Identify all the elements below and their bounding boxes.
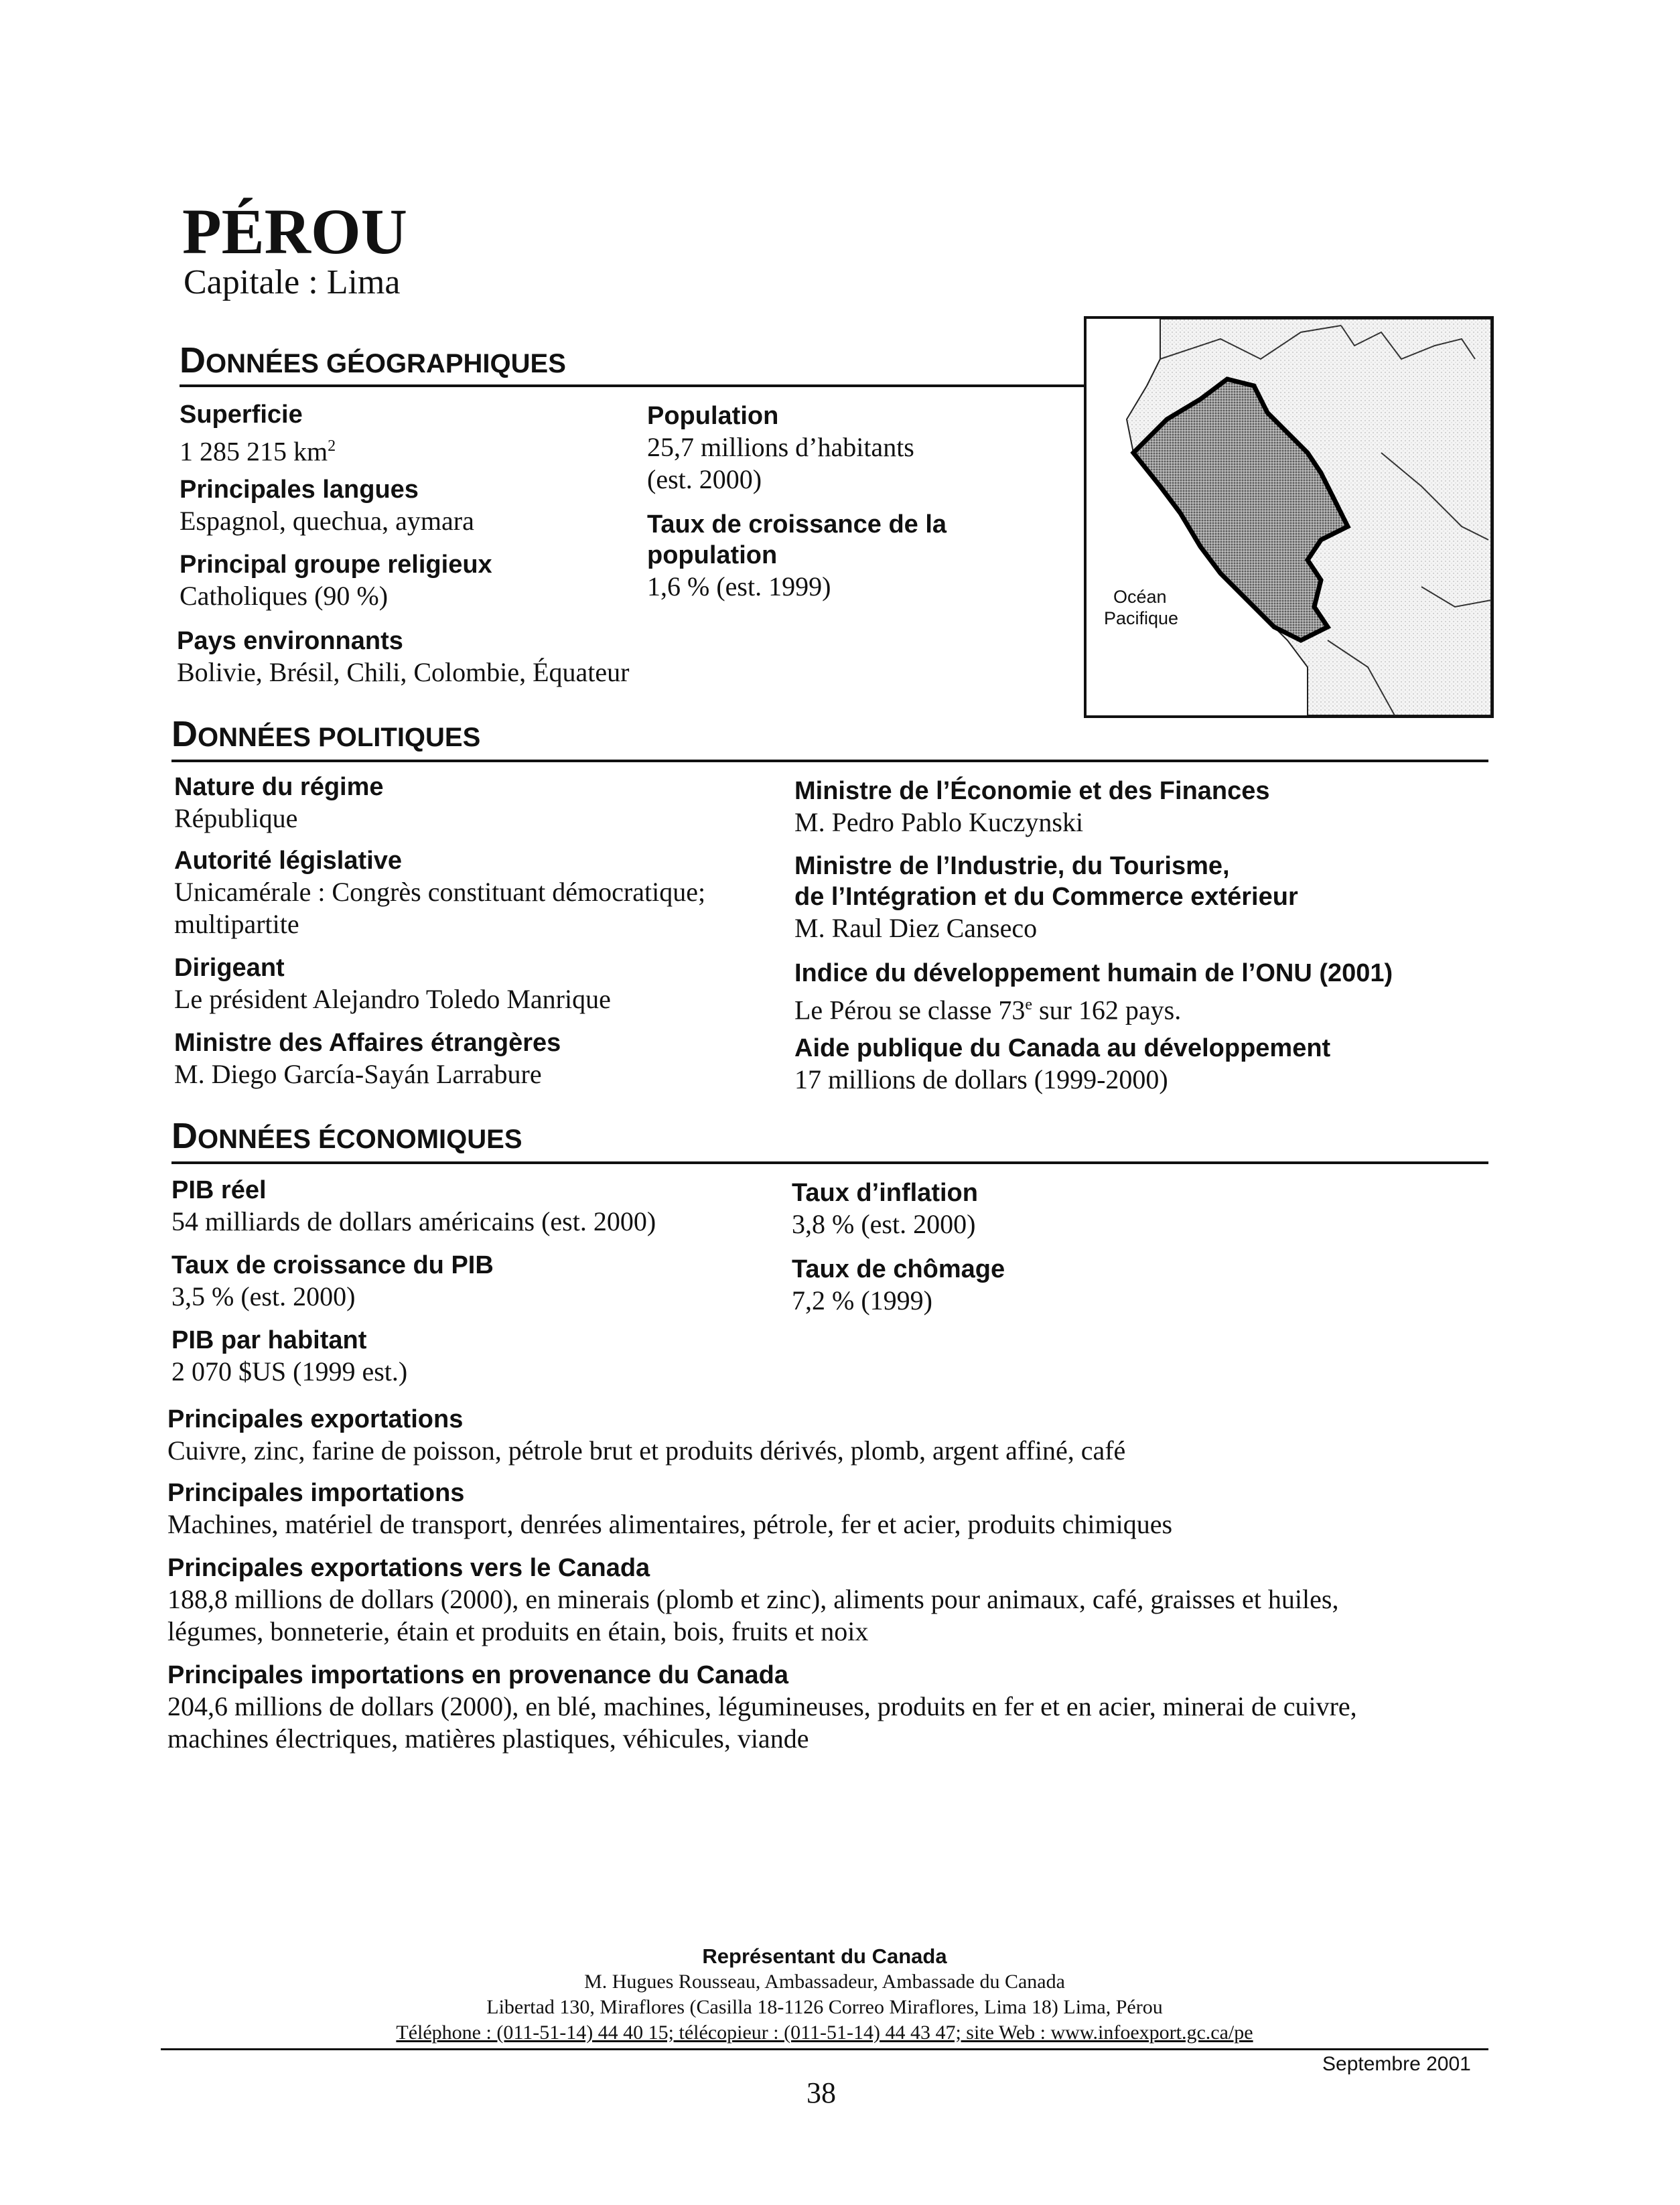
footer-line: M. Hugues Rousseau, Ambassadeur, Ambassade du Canada [584, 1971, 1065, 1993]
field-value: 1,6 % (est. 1999) [647, 571, 831, 601]
field-autorite [174, 845, 705, 940]
field-label: Autorité législative [174, 847, 402, 875]
field-value: M. Diego García-Sayán Larrabure [174, 1059, 542, 1089]
field-label: Taux de croissance de la [647, 510, 947, 539]
field-chomage [792, 1254, 1005, 1317]
field-importations-canada [167, 1660, 1357, 1755]
footer-title: Représentant du Canada [702, 1944, 947, 1968]
field-label: de l’Intégration et du Commerce extérieur [794, 883, 1298, 911]
section-rule-politics [171, 760, 1488, 762]
heading-rest: ONNÉES ÉCONOMIQUES [198, 1125, 522, 1154]
field-value: M. Pedro Pablo Kuczynski [794, 807, 1084, 837]
page-title: PÉROU [182, 196, 407, 267]
map-label-ocean: Océan [1113, 587, 1167, 607]
field-label: Principales importations en provenance du Canada [167, 1661, 789, 1689]
field-inflation [792, 1178, 978, 1240]
field-label: PIB réel [171, 1176, 267, 1204]
field-religion [180, 549, 492, 612]
field-value: (est. 2000) [647, 464, 762, 494]
field-value: 204,6 millions de dollars (2000), en blé, machines, légumineuses, produits en fer et en acier, minerai de cuivre, [167, 1691, 1357, 1721]
field-value: machines électriques, matières plastiques, véhicules, viande [167, 1723, 809, 1754]
field-dirigeant [174, 952, 611, 1015]
field-value [180, 430, 336, 468]
field-label: Ministre de l’Industrie, du Tourisme, [794, 852, 1230, 880]
page-number: 38 [807, 2076, 836, 2109]
field-pib-habitant [171, 1325, 407, 1388]
footer-contact [161, 1944, 1488, 2046]
field-value: légumes, bonneterie, étain et produits en étain, bois, fruits et noix [167, 1616, 869, 1646]
map-graphic [1087, 319, 1491, 715]
footer-rule [161, 2048, 1488, 2050]
section-heading-economy [171, 1116, 522, 1156]
indice-text: Le Pérou se classe 73 [794, 995, 1026, 1025]
heading-rest: ONNÉES POLITIQUES [198, 723, 481, 752]
field-value: Bolivie, Brésil, Chili, Colombie, Équateur [177, 657, 630, 687]
field-label: Pays environnants [177, 627, 403, 655]
field-population [647, 401, 914, 496]
section-rule-economy [171, 1161, 1488, 1164]
field-langues [180, 474, 474, 537]
superscript: 2 [328, 437, 336, 455]
field-aide-publique [794, 1033, 1330, 1096]
section-heading-geo [180, 340, 566, 380]
footer-line: Téléphone : (011-51-14) 44 40 15; télécopieur : (011-51-14) 44 43 47; site Web : www.infoexport.gc.ca/pe [396, 2021, 1253, 2044]
field-value: Cuivre, zinc, farine de poisson, pétrole brut et produits dérivés, plomb, argent affiné, café [167, 1435, 1126, 1466]
field-label: Nature du régime [174, 773, 384, 801]
field-label: PIB par habitant [171, 1326, 367, 1354]
field-croissance-population [647, 509, 947, 603]
field-value: 17 millions de dollars (1999-2000) [794, 1064, 1168, 1094]
field-economie-finances [794, 776, 1270, 839]
field-value [794, 989, 1393, 1026]
field-value: 3,5 % (est. 2000) [171, 1281, 356, 1311]
heading-initial: D [180, 340, 206, 380]
field-value: 2 070 $US (1999 est.) [171, 1356, 408, 1386]
footer-date: Septembre 2001 [1322, 2053, 1471, 2075]
field-value: Unicamérale : Congrès constituant démocratique; [174, 877, 706, 907]
field-label: Principales langues [180, 476, 419, 504]
field-value: 7,2 % (1999) [792, 1285, 932, 1315]
field-value: Espagnol, quechua, aymara [180, 506, 474, 536]
field-value: M. Raul Diez Canseco [794, 913, 1038, 943]
field-exportations-canada [167, 1553, 1338, 1648]
section-rule-geo [180, 384, 1087, 387]
field-regime [174, 772, 384, 835]
field-pays-environnants [177, 626, 630, 689]
field-industrie [794, 851, 1298, 944]
map-label-pacific: Pacifique [1104, 608, 1179, 628]
field-value: multipartite [174, 909, 299, 939]
heading-initial: D [171, 1116, 198, 1156]
superscript: e [1025, 996, 1032, 1013]
field-value: 188,8 millions de dollars (2000), en minerais (plomb et zinc), aliments pour animaux, café, graisses et huiles, [167, 1584, 1339, 1614]
field-value: République [174, 803, 298, 833]
field-label: Population [647, 402, 779, 430]
field-label: Principales exportations [167, 1405, 464, 1433]
field-label: Taux de chômage [792, 1255, 1005, 1283]
field-exportations [167, 1404, 1125, 1467]
field-importations [167, 1478, 1172, 1541]
field-label: Indice du développement humain de l’ONU (2001) [794, 959, 1393, 987]
field-value: Machines, matériel de transport, denrées alimentaires, pétrole, fer et acier, produits chimiques [167, 1509, 1173, 1539]
field-pib-reel [171, 1175, 656, 1238]
field-croissance-pib [171, 1250, 494, 1313]
superficie-number: 1 285 215 km [180, 436, 328, 467]
field-label: Taux de croissance du PIB [171, 1251, 494, 1279]
field-value: Catholiques (90 %) [180, 581, 389, 611]
field-value: 25,7 millions d’habitants [647, 432, 914, 462]
field-superficie [180, 399, 336, 468]
field-value: 54 milliards de dollars américains (est. 2000) [171, 1206, 656, 1236]
field-label: Dirigeant [174, 954, 285, 982]
field-label: Principal groupe religieux [180, 551, 492, 579]
field-affaires-etrangeres [174, 1027, 561, 1090]
field-label: Ministre des Affaires étrangères [174, 1029, 561, 1057]
field-label: Ministre de l’Économie et des Finances [794, 777, 1270, 805]
field-label: Aide publique du Canada au développement [794, 1034, 1331, 1062]
field-value: 3,8 % (est. 2000) [792, 1209, 976, 1239]
footer-line: Libertad 130, Miraflores (Casilla 18-1126 Correo Miraflores, Lima 18) Lima, Pérou [486, 1996, 1163, 2018]
field-label: Principales importations [167, 1479, 465, 1507]
heading-rest: ONNÉES GÉOGRAPHIQUES [206, 349, 566, 378]
field-label: population [647, 541, 778, 569]
field-label: Superficie [180, 401, 303, 429]
field-label: Taux d’inflation [792, 1179, 978, 1207]
section-heading-politics [171, 714, 481, 754]
capital-subtitle: Capitale : Lima [184, 263, 401, 301]
indice-text-end: sur 162 pays. [1032, 995, 1182, 1025]
peru-map [1084, 316, 1494, 718]
field-indice-developpement [794, 958, 1393, 1026]
field-value: Le président Alejandro Toledo Manrique [174, 984, 611, 1014]
field-label: Principales exportations vers le Canada [167, 1554, 650, 1582]
heading-initial: D [171, 714, 198, 754]
